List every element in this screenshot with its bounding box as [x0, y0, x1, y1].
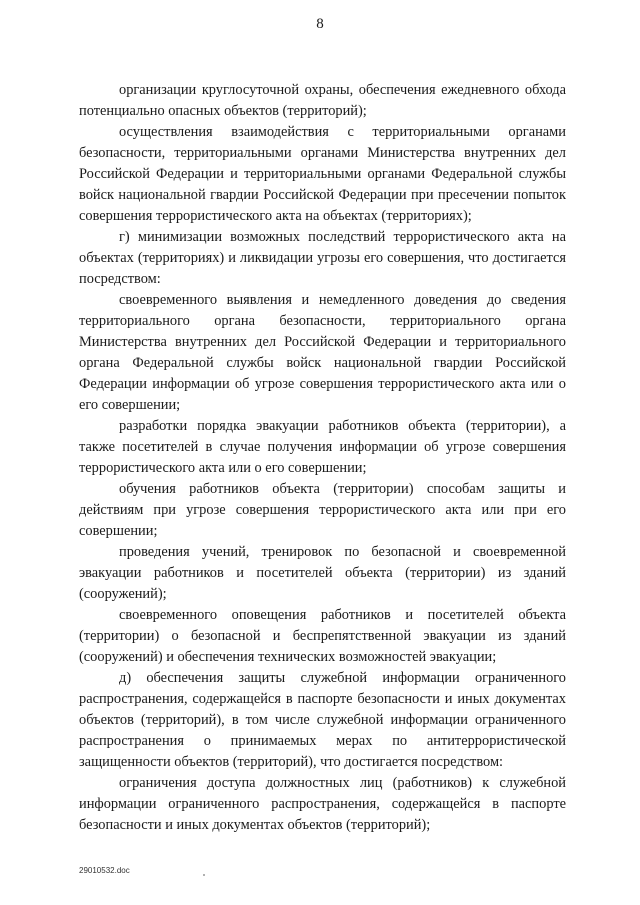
- page-number: 8: [316, 16, 324, 32]
- paragraph-4: своевременного выявления и немедленного доведения до сведения территориального органа безопасности, территориального органа Министерства внутренних дел Российской Федерации и территориального органа Федеральной службы войск национальной гвардии Российской Федерации информации об угрозе совершения террористического акта или о его совершении;: [79, 292, 566, 413]
- paragraph-6: обучения работников объекта (территории) способам защиты и действиям при угрозе совершения террористического акта или при его совершении;: [79, 481, 566, 539]
- paragraph-9: д) обеспечения защиты служебной информации ограниченного распространения, содержащейся в паспорте безопасности и иных документах объектов (территорий), в том числе служебной информации ограниченного распространения о принимаемых мерах по антитеррористической защищенности объектов (территорий), что достигается посредством:: [79, 670, 566, 770]
- scan-dot: [203, 874, 205, 876]
- paragraph-3: г) минимизации возможных последствий террористического акта на объектах (территориях) и ликвидации угрозы его совершения, что достигается посредством:: [79, 229, 566, 287]
- footer-file-name: 29010532.doc: [79, 866, 130, 875]
- paragraph-8: своевременного оповещения работников и посетителей объекта (территории) о безопасной и беспрепятственной эвакуации из зданий (сооружений) и обеспечения технических возможностей эвакуации;: [79, 607, 566, 665]
- document-body: [79, 80, 566, 836]
- paragraph-1: организации круглосуточной охраны, обеспечения ежедневного обхода потенциально опасных объектов (территорий);: [79, 82, 566, 119]
- paragraph-5: разработки порядка эвакуации работников объекта (территории), а также посетителей в случае получения информации об угрозе совершения террористического акта или о его совершении;: [79, 418, 566, 476]
- paragraph-10: ограничения доступа должностных лиц (работников) к служебной информации ограниченного распространения, содержащейся в паспорте безопасности и иных документах объектов (территорий);: [79, 775, 566, 833]
- paragraph-2: осуществления взаимодействия с территориальными органами безопасности, территориальными органами Министерства внутренних дел Российской Федерации и территориальными органами Федеральной службы войск национальной гвардии Российской Федерации при пресечении попыток совершения террористического акта на объектах (территориях);: [79, 124, 566, 224]
- paragraph-7: проведения учений, тренировок по безопасной и своевременной эвакуации работников и посетителей объекта (территории) из зданий (сооружений);: [79, 544, 566, 602]
